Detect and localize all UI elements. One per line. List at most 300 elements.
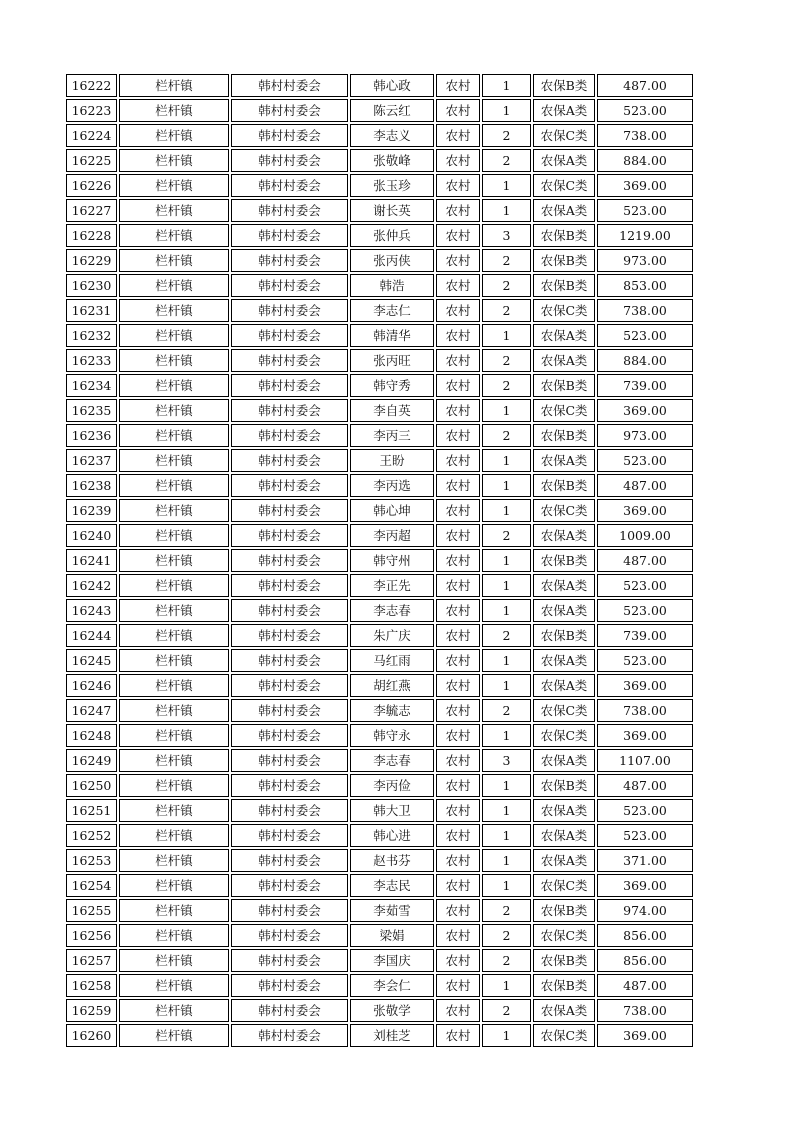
cell-type: 农村	[436, 674, 480, 697]
table-row	[66, 699, 693, 722]
table-row	[66, 774, 693, 797]
cell-id: 16257	[66, 949, 117, 972]
cell-town: 栏杆镇	[119, 724, 229, 747]
cell-type: 农村	[436, 699, 480, 722]
table-row	[66, 924, 693, 947]
cell-count: 2	[482, 349, 531, 372]
cell-type: 农村	[436, 724, 480, 747]
cell-id: 16259	[66, 999, 117, 1022]
cell-committee: 韩村村委会	[231, 299, 348, 322]
cell-count: 2	[482, 924, 531, 947]
cell-name: 张丙旺	[350, 349, 434, 372]
cell-committee: 韩村村委会	[231, 574, 348, 597]
cell-town: 栏杆镇	[119, 699, 229, 722]
table-row	[66, 249, 693, 272]
cell-name: 李志义	[350, 124, 434, 147]
table-row	[66, 549, 693, 572]
cell-committee: 韩村村委会	[231, 74, 348, 97]
cell-count: 2	[482, 949, 531, 972]
cell-amount: 369.00	[597, 399, 693, 422]
cell-count: 1	[482, 599, 531, 622]
cell-type: 农村	[436, 449, 480, 472]
cell-name: 张敬峰	[350, 149, 434, 172]
cell-committee: 韩村村委会	[231, 799, 348, 822]
cell-type: 农村	[436, 324, 480, 347]
cell-count: 1	[482, 774, 531, 797]
cell-category: 农保B类	[533, 74, 595, 97]
cell-town: 栏杆镇	[119, 474, 229, 497]
cell-name: 李会仁	[350, 974, 434, 997]
cell-amount: 973.00	[597, 249, 693, 272]
cell-amount: 369.00	[597, 724, 693, 747]
cell-count: 2	[482, 524, 531, 547]
cell-name: 韩浩	[350, 274, 434, 297]
cell-amount: 487.00	[597, 474, 693, 497]
cell-category: 农保A类	[533, 149, 595, 172]
cell-id: 16260	[66, 1024, 117, 1047]
cell-count: 1	[482, 474, 531, 497]
table-row	[66, 674, 693, 697]
cell-town: 栏杆镇	[119, 574, 229, 597]
cell-count: 1	[482, 974, 531, 997]
cell-type: 农村	[436, 599, 480, 622]
cell-committee: 韩村村委会	[231, 924, 348, 947]
cell-count: 1	[482, 549, 531, 572]
cell-count: 2	[482, 899, 531, 922]
cell-town: 栏杆镇	[119, 499, 229, 522]
cell-category: 农保B类	[533, 624, 595, 647]
cell-id: 16226	[66, 174, 117, 197]
cell-town: 栏杆镇	[119, 999, 229, 1022]
cell-category: 农保B类	[533, 274, 595, 297]
cell-amount: 369.00	[597, 1024, 693, 1047]
cell-name: 韩守州	[350, 549, 434, 572]
table-row	[66, 799, 693, 822]
cell-id: 16232	[66, 324, 117, 347]
cell-count: 1	[482, 874, 531, 897]
cell-name: 张丙侠	[350, 249, 434, 272]
cell-committee: 韩村村委会	[231, 1024, 348, 1047]
cell-amount: 369.00	[597, 499, 693, 522]
cell-type: 农村	[436, 124, 480, 147]
cell-name: 胡红燕	[350, 674, 434, 697]
cell-type: 农村	[436, 899, 480, 922]
cell-count: 2	[482, 999, 531, 1022]
cell-count: 2	[482, 124, 531, 147]
cell-committee: 韩村村委会	[231, 549, 348, 572]
cell-committee: 韩村村委会	[231, 449, 348, 472]
cell-category: 农保C类	[533, 399, 595, 422]
cell-committee: 韩村村委会	[231, 474, 348, 497]
cell-name: 韩心进	[350, 824, 434, 847]
cell-amount: 738.00	[597, 999, 693, 1022]
cell-amount: 523.00	[597, 449, 693, 472]
table-row	[66, 274, 693, 297]
cell-id: 16236	[66, 424, 117, 447]
cell-name: 韩心坤	[350, 499, 434, 522]
cell-amount: 973.00	[597, 424, 693, 447]
cell-type: 农村	[436, 349, 480, 372]
cell-name: 李正先	[350, 574, 434, 597]
cell-id: 16258	[66, 974, 117, 997]
cell-id: 16225	[66, 149, 117, 172]
cell-name: 赵书芬	[350, 849, 434, 872]
cell-committee: 韩村村委会	[231, 524, 348, 547]
cell-category: 农保C类	[533, 924, 595, 947]
cell-name: 韩清华	[350, 324, 434, 347]
cell-count: 3	[482, 749, 531, 772]
cell-town: 栏杆镇	[119, 799, 229, 822]
cell-type: 农村	[436, 624, 480, 647]
cell-count: 1	[482, 674, 531, 697]
cell-id: 16239	[66, 499, 117, 522]
cell-town: 栏杆镇	[119, 324, 229, 347]
table-row	[66, 149, 693, 172]
cell-category: 农保B类	[533, 424, 595, 447]
cell-name: 李志仁	[350, 299, 434, 322]
table-row	[66, 724, 693, 747]
cell-amount: 369.00	[597, 674, 693, 697]
cell-id: 16228	[66, 224, 117, 247]
cell-type: 农村	[436, 424, 480, 447]
cell-type: 农村	[436, 399, 480, 422]
cell-count: 2	[482, 374, 531, 397]
cell-type: 农村	[436, 524, 480, 547]
cell-town: 栏杆镇	[119, 399, 229, 422]
cell-category: 农保B类	[533, 899, 595, 922]
cell-committee: 韩村村委会	[231, 99, 348, 122]
cell-amount: 523.00	[597, 574, 693, 597]
cell-amount: 523.00	[597, 324, 693, 347]
cell-name: 梁娟	[350, 924, 434, 947]
cell-name: 李丙三	[350, 424, 434, 447]
cell-amount: 738.00	[597, 299, 693, 322]
cell-committee: 韩村村委会	[231, 249, 348, 272]
table-row	[66, 324, 693, 347]
cell-committee: 韩村村委会	[231, 274, 348, 297]
table-row	[66, 599, 693, 622]
cell-category: 农保A类	[533, 849, 595, 872]
cell-town: 栏杆镇	[119, 924, 229, 947]
table-row	[66, 974, 693, 997]
cell-name: 韩心政	[350, 74, 434, 97]
cell-amount: 856.00	[597, 949, 693, 972]
cell-committee: 韩村村委会	[231, 499, 348, 522]
cell-town: 栏杆镇	[119, 899, 229, 922]
cell-committee: 韩村村委会	[231, 949, 348, 972]
cell-category: 农保B类	[533, 249, 595, 272]
cell-count: 1	[482, 399, 531, 422]
cell-committee: 韩村村委会	[231, 349, 348, 372]
cell-count: 2	[482, 624, 531, 647]
cell-type: 农村	[436, 299, 480, 322]
cell-amount: 739.00	[597, 374, 693, 397]
table-row	[66, 449, 693, 472]
cell-count: 2	[482, 249, 531, 272]
cell-category: 农保B类	[533, 949, 595, 972]
cell-name: 韩守永	[350, 724, 434, 747]
cell-category: 农保A类	[533, 674, 595, 697]
cell-amount: 371.00	[597, 849, 693, 872]
cell-category: 农保A类	[533, 749, 595, 772]
cell-name: 韩守秀	[350, 374, 434, 397]
cell-town: 栏杆镇	[119, 849, 229, 872]
cell-amount: 1219.00	[597, 224, 693, 247]
cell-town: 栏杆镇	[119, 224, 229, 247]
cell-type: 农村	[436, 974, 480, 997]
cell-town: 栏杆镇	[119, 299, 229, 322]
cell-type: 农村	[436, 474, 480, 497]
cell-id: 16235	[66, 399, 117, 422]
cell-name: 张仲兵	[350, 224, 434, 247]
cell-amount: 523.00	[597, 649, 693, 672]
cell-type: 农村	[436, 249, 480, 272]
table-row	[66, 299, 693, 322]
cell-id: 16244	[66, 624, 117, 647]
cell-town: 栏杆镇	[119, 674, 229, 697]
cell-town: 栏杆镇	[119, 949, 229, 972]
table-row	[66, 524, 693, 547]
cell-count: 1	[482, 174, 531, 197]
cell-town: 栏杆镇	[119, 824, 229, 847]
cell-category: 农保B类	[533, 474, 595, 497]
cell-town: 栏杆镇	[119, 974, 229, 997]
table-row	[66, 624, 693, 647]
cell-name: 刘桂芝	[350, 1024, 434, 1047]
cell-count: 1	[482, 499, 531, 522]
cell-amount: 1107.00	[597, 749, 693, 772]
table-row	[66, 424, 693, 447]
table-row	[66, 874, 693, 897]
cell-committee: 韩村村委会	[231, 899, 348, 922]
cell-category: 农保C类	[533, 299, 595, 322]
cell-name: 谢长英	[350, 199, 434, 222]
cell-count: 2	[482, 299, 531, 322]
cell-committee: 韩村村委会	[231, 824, 348, 847]
cell-committee: 韩村村委会	[231, 424, 348, 447]
cell-town: 栏杆镇	[119, 449, 229, 472]
cell-committee: 韩村村委会	[231, 124, 348, 147]
cell-amount: 974.00	[597, 899, 693, 922]
cell-category: 农保A类	[533, 799, 595, 822]
cell-town: 栏杆镇	[119, 124, 229, 147]
cell-name: 朱广庆	[350, 624, 434, 647]
cell-amount: 369.00	[597, 174, 693, 197]
cell-name: 马红雨	[350, 649, 434, 672]
cell-count: 1	[482, 449, 531, 472]
cell-type: 农村	[436, 749, 480, 772]
cell-id: 16240	[66, 524, 117, 547]
cell-category: 农保A类	[533, 349, 595, 372]
cell-town: 栏杆镇	[119, 549, 229, 572]
cell-name: 王盼	[350, 449, 434, 472]
cell-count: 1	[482, 799, 531, 822]
cell-category: 农保A类	[533, 99, 595, 122]
cell-town: 栏杆镇	[119, 249, 229, 272]
cell-town: 栏杆镇	[119, 749, 229, 772]
cell-id: 16242	[66, 574, 117, 597]
cell-category: 农保A类	[533, 599, 595, 622]
cell-type: 农村	[436, 924, 480, 947]
cell-type: 农村	[436, 224, 480, 247]
cell-town: 栏杆镇	[119, 424, 229, 447]
cell-committee: 韩村村委会	[231, 649, 348, 672]
cell-id: 16249	[66, 749, 117, 772]
cell-amount: 523.00	[597, 199, 693, 222]
cell-committee: 韩村村委会	[231, 199, 348, 222]
cell-count: 1	[482, 1024, 531, 1047]
cell-count: 2	[482, 424, 531, 447]
cell-name: 李丙俭	[350, 774, 434, 797]
cell-category: 农保C类	[533, 699, 595, 722]
cell-type: 农村	[436, 374, 480, 397]
cell-committee: 韩村村委会	[231, 874, 348, 897]
cell-category: 农保B类	[533, 224, 595, 247]
cell-count: 1	[482, 649, 531, 672]
cell-amount: 853.00	[597, 274, 693, 297]
cell-committee: 韩村村委会	[231, 774, 348, 797]
table-row	[66, 1024, 693, 1047]
table-row	[66, 174, 693, 197]
cell-amount: 739.00	[597, 624, 693, 647]
table-row	[66, 224, 693, 247]
cell-name: 李自英	[350, 399, 434, 422]
cell-count: 2	[482, 149, 531, 172]
cell-id: 16223	[66, 99, 117, 122]
cell-amount: 487.00	[597, 774, 693, 797]
cell-count: 1	[482, 199, 531, 222]
cell-name: 张敬学	[350, 999, 434, 1022]
table-row	[66, 124, 693, 147]
cell-category: 农保A类	[533, 449, 595, 472]
cell-category: 农保A类	[533, 574, 595, 597]
cell-count: 1	[482, 849, 531, 872]
cell-name: 李志春	[350, 599, 434, 622]
cell-name: 张玉珍	[350, 174, 434, 197]
cell-amount: 738.00	[597, 124, 693, 147]
cell-type: 农村	[436, 99, 480, 122]
cell-name: 韩大卫	[350, 799, 434, 822]
cell-category: 农保C类	[533, 124, 595, 147]
cell-town: 栏杆镇	[119, 174, 229, 197]
cell-town: 栏杆镇	[119, 74, 229, 97]
cell-category: 农保A类	[533, 824, 595, 847]
cell-amount: 523.00	[597, 824, 693, 847]
cell-id: 16227	[66, 199, 117, 222]
cell-committee: 韩村村委会	[231, 149, 348, 172]
table-row	[66, 849, 693, 872]
cell-town: 栏杆镇	[119, 874, 229, 897]
cell-count: 2	[482, 274, 531, 297]
cell-amount: 523.00	[597, 799, 693, 822]
cell-id: 16256	[66, 924, 117, 947]
cell-amount: 884.00	[597, 149, 693, 172]
cell-category: 农保B类	[533, 774, 595, 797]
table-row	[66, 474, 693, 497]
cell-name: 李毓志	[350, 699, 434, 722]
cell-id: 16224	[66, 124, 117, 147]
cell-count: 1	[482, 99, 531, 122]
cell-town: 栏杆镇	[119, 99, 229, 122]
cell-committee: 韩村村委会	[231, 849, 348, 872]
table-row	[66, 199, 693, 222]
cell-id: 16251	[66, 799, 117, 822]
benefit-payment-table	[64, 72, 695, 1049]
table-body	[66, 74, 693, 1047]
cell-town: 栏杆镇	[119, 149, 229, 172]
cell-count: 3	[482, 224, 531, 247]
cell-committee: 韩村村委会	[231, 674, 348, 697]
cell-committee: 韩村村委会	[231, 624, 348, 647]
cell-amount: 523.00	[597, 99, 693, 122]
cell-count: 1	[482, 324, 531, 347]
table-row	[66, 649, 693, 672]
cell-count: 2	[482, 699, 531, 722]
cell-committee: 韩村村委会	[231, 599, 348, 622]
cell-town: 栏杆镇	[119, 599, 229, 622]
cell-id: 16234	[66, 374, 117, 397]
cell-amount: 523.00	[597, 599, 693, 622]
cell-committee: 韩村村委会	[231, 399, 348, 422]
cell-id: 16222	[66, 74, 117, 97]
table-row	[66, 399, 693, 422]
cell-type: 农村	[436, 874, 480, 897]
cell-id: 16250	[66, 774, 117, 797]
cell-amount: 856.00	[597, 924, 693, 947]
cell-id: 16245	[66, 649, 117, 672]
cell-type: 农村	[436, 799, 480, 822]
table-row	[66, 74, 693, 97]
table-row	[66, 749, 693, 772]
cell-town: 栏杆镇	[119, 624, 229, 647]
cell-category: 农保C类	[533, 724, 595, 747]
cell-category: 农保A类	[533, 324, 595, 347]
cell-category: 农保B类	[533, 549, 595, 572]
cell-committee: 韩村村委会	[231, 699, 348, 722]
cell-type: 农村	[436, 849, 480, 872]
cell-category: 农保C类	[533, 499, 595, 522]
cell-committee: 韩村村委会	[231, 749, 348, 772]
cell-type: 农村	[436, 274, 480, 297]
cell-committee: 韩村村委会	[231, 224, 348, 247]
cell-category: 农保A类	[533, 524, 595, 547]
cell-committee: 韩村村委会	[231, 324, 348, 347]
cell-count: 1	[482, 724, 531, 747]
cell-town: 栏杆镇	[119, 374, 229, 397]
cell-town: 栏杆镇	[119, 349, 229, 372]
cell-committee: 韩村村委会	[231, 174, 348, 197]
cell-count: 1	[482, 74, 531, 97]
cell-name: 李茹雪	[350, 899, 434, 922]
cell-category: 农保A类	[533, 199, 595, 222]
cell-amount: 487.00	[597, 974, 693, 997]
cell-type: 农村	[436, 174, 480, 197]
cell-category: 农保C类	[533, 174, 595, 197]
cell-id: 16246	[66, 674, 117, 697]
cell-committee: 韩村村委会	[231, 374, 348, 397]
cell-count: 1	[482, 574, 531, 597]
cell-id: 16247	[66, 699, 117, 722]
table-row	[66, 999, 693, 1022]
cell-id: 16252	[66, 824, 117, 847]
table-row	[66, 574, 693, 597]
cell-town: 栏杆镇	[119, 524, 229, 547]
cell-category: 农保A类	[533, 649, 595, 672]
cell-id: 16241	[66, 549, 117, 572]
cell-town: 栏杆镇	[119, 274, 229, 297]
table-row	[66, 349, 693, 372]
cell-id: 16243	[66, 599, 117, 622]
